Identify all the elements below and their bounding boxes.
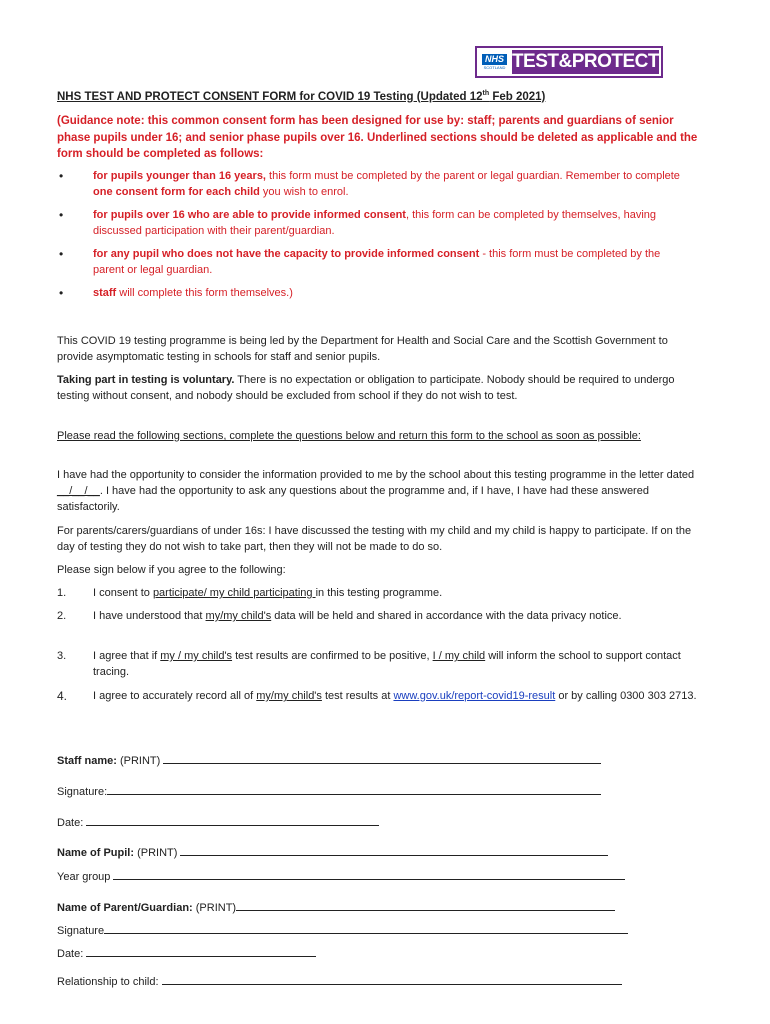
item-text-b: in this testing programme.: [315, 587, 443, 599]
nhs-logo: [481, 50, 508, 74]
relationship-label: Relationship to child:: [57, 976, 159, 988]
parent-name-field[interactable]: [57, 899, 615, 916]
parents-paragraph: For parents/carers/guardians of under 16s: I have discussed the testing with my child and my child is happy to participate. If on the day of testing they do not wish to take part, then they will not be made to do so.: [57, 525, 692, 553]
item-underlined: my/my child's: [205, 610, 272, 622]
bullet-text-2: you wish to enrol.: [259, 186, 349, 198]
item-number: 2.: [57, 610, 67, 622]
date-field-1[interactable]: [57, 814, 379, 831]
signature-field-1[interactable]: [57, 783, 601, 800]
staff-name-label: Staff name:: [57, 755, 117, 767]
nhs-logo-text: NHS: [482, 54, 507, 65]
item-text: I agree to accurately record all of: [93, 690, 257, 702]
year-group-field[interactable]: [57, 868, 625, 885]
date-line[interactable]: [86, 945, 316, 957]
pupil-name-line[interactable]: [180, 844, 608, 856]
staff-name-line[interactable]: [163, 752, 601, 764]
voluntary-bold: Taking part in testing is voluntary.: [57, 374, 235, 386]
bullet-dot: •: [59, 286, 64, 300]
signature-field-2[interactable]: [57, 922, 628, 939]
nhs-logo-subtext: SCOTLAND: [483, 64, 506, 70]
bullet-text: will complete this form themselves.): [116, 287, 293, 299]
item-number: 4.: [57, 689, 68, 703]
bullet-bold: staff: [93, 287, 117, 299]
title-end: Feb 2021): [489, 90, 546, 103]
date-label: Date:: [57, 948, 84, 960]
item-underlined: my/my child's: [256, 690, 322, 702]
test-and-protect-logo: [475, 46, 663, 78]
item-number: 1.: [57, 587, 67, 599]
bullet-text: - this form must be completed by the parent or legal guardian.: [93, 248, 661, 276]
date-label: Date:: [57, 817, 84, 829]
item-underlined: participate/ my child participating: [152, 587, 316, 599]
bullet-bold-2: one consent form for each child: [93, 186, 260, 198]
voluntary-text: There is no expectation or obligation to participate. Nobody should be required to undergo testing without consent, and nobody should be excluded from school if they do not wish to test.: [57, 374, 675, 402]
year-group-line[interactable]: [113, 868, 625, 880]
item-text-c: will inform the school to support contact tracing.: [93, 650, 681, 678]
opportunity-paragraph: [57, 467, 702, 515]
letter-date-blank[interactable]: __/__/__: [57, 485, 100, 497]
signature-line[interactable]: [107, 783, 601, 795]
year-group-label: Year group: [57, 871, 111, 883]
parent-name-line[interactable]: [236, 899, 615, 911]
item-number: 3.: [57, 650, 67, 662]
bullet-bold: for any pupil who does not have the capacity to provide informed consent: [93, 248, 480, 260]
please-sign-instruction: Please sign below if you agree to the following:: [57, 564, 286, 576]
bullet-dot: •: [59, 169, 64, 183]
bullet-dot: •: [59, 208, 64, 222]
bullet-dot: •: [59, 247, 64, 261]
item-text-d: or by calling 0300 303 2713.: [555, 690, 697, 702]
item-text: I consent to: [93, 587, 153, 599]
date-field-2[interactable]: [57, 945, 316, 962]
item-underlined-2: I / my child: [432, 650, 486, 662]
intro-paragraph: This COVID 19 testing programme is being led by the Department for Health and Social Care and the Scottish Government to provide asymptomatic testing in schools for staff and senior pupils.: [57, 335, 668, 363]
report-result-link[interactable]: www.gov.uk/report-covid19-result: [393, 690, 556, 702]
bullet-bold: for pupils younger than 16 years,: [93, 170, 266, 182]
print-label: (PRINT): [134, 847, 178, 859]
item-text: I have understood that: [93, 610, 206, 622]
item-text: I agree that if: [93, 650, 161, 662]
staff-name-field[interactable]: [57, 752, 601, 769]
signature-label: Signature: [57, 925, 105, 937]
item-text-b: test results at: [321, 690, 394, 702]
relationship-field[interactable]: [57, 973, 622, 990]
pupil-name-label: Name of Pupil:: [57, 847, 135, 859]
print-label: (PRINT): [116, 755, 161, 767]
test-protect-logo-text: TEST&PROTECT: [511, 51, 659, 72]
signature-label: Signature:: [57, 786, 108, 798]
item-text-b: test results are confirmed to be positive,: [232, 650, 433, 662]
date-line[interactable]: [86, 814, 379, 826]
bullet-bold: for pupils over 16 who are able to provide informed consent: [93, 209, 406, 221]
opportunity-text-a: I have had the opportunity to consider the information provided to me by the school about this testing programme in the letter dated: [57, 469, 695, 481]
item-text-b: data will be held and shared in accordance with the data privacy notice.: [271, 610, 622, 622]
item-underlined: my / my child's: [160, 650, 233, 662]
page-title: [57, 90, 545, 103]
guidance-note: (Guidance note: this common consent form has been designed for use by: staff; parents and guardians of senior phase pupils under 16; and senior phase pupils over 16. Underlined sections should be deleted as applicable and the form should be completed as follows:: [57, 115, 698, 160]
please-read-instruction: Please read the following sections, complete the questions below and return this form to the school as soon as possible:: [57, 430, 641, 442]
title-superscript: th: [482, 90, 490, 97]
voluntary-paragraph: [57, 372, 702, 404]
bullet-text: this form must be completed by the parent or legal guardian. Remember to complete: [266, 170, 680, 182]
relationship-line[interactable]: [162, 973, 622, 985]
opportunity-text-b: . I have had the opportunity to ask any questions about the programme and, if I have, I have had these answered satisfactorily.: [57, 485, 649, 513]
signature-line[interactable]: [104, 922, 628, 934]
print-label: (PRINT): [192, 902, 237, 914]
pupil-name-field[interactable]: [57, 844, 608, 861]
title-main: NHS TEST AND PROTECT CONSENT FORM for COVID 19 Testing (Updated 12: [57, 90, 483, 103]
bullet-text: , this form can be completed by themselves, having discussed participation with their parent/guardian.: [93, 209, 657, 237]
parent-name-label: Name of Parent/Guardian:: [57, 902, 193, 914]
